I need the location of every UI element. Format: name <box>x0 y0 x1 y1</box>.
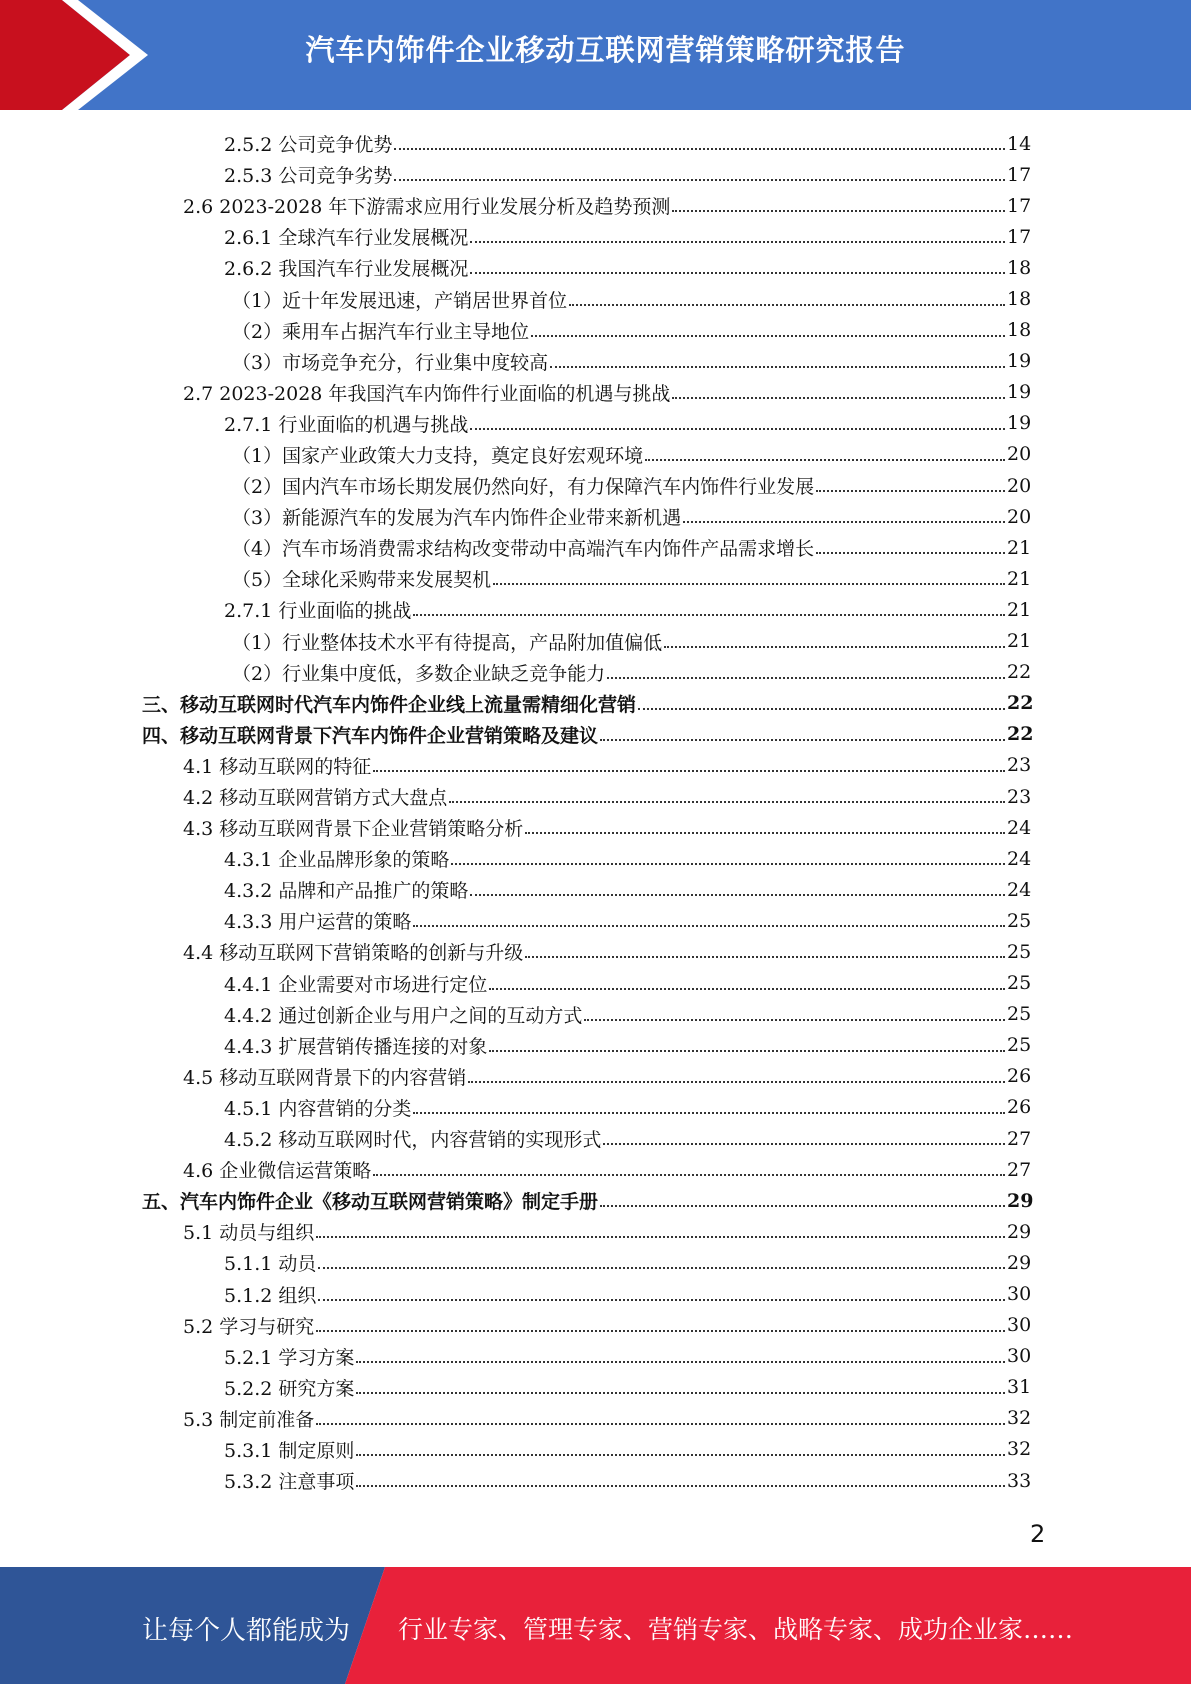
toc-entry-title: 4.4 移动互联网下营销策略的创新与升级 <box>183 942 524 965</box>
toc-entry[interactable] <box>0 221 1191 252</box>
toc-entry-title: 2.6.1 全球汽车行业发展概况 <box>224 227 469 250</box>
toc-entry-page: 25 <box>1007 972 1032 995</box>
toc-entry-page: 25 <box>1007 909 1032 932</box>
toc-dot-leader <box>413 924 1005 927</box>
toc-entry-page: 23 <box>1007 754 1032 777</box>
header-bar <box>0 0 1191 110</box>
toc-entry[interactable] <box>0 377 1191 408</box>
toc-entry-title: 4.4.3 扩展营销传播连接的对象 <box>224 1035 488 1058</box>
toc-entry[interactable] <box>0 1030 1191 1061</box>
toc-entry[interactable] <box>0 128 1191 159</box>
toc-entry[interactable] <box>0 439 1191 470</box>
toc-entry[interactable] <box>0 315 1191 346</box>
toc-entry-page: 20 <box>1007 474 1032 497</box>
toc-entry-title: 4.4.2 通过创新企业与用户之间的互动方式 <box>224 1004 583 1027</box>
toc-entry-title: （5）全球化采购带来发展契机 <box>232 569 492 592</box>
toc-dot-leader <box>356 1484 1005 1487</box>
toc-entry-title: 4.5 移动互联网背景下的内容营销 <box>183 1066 467 1089</box>
toc-entry-title: 2.5.2 公司竞争优势 <box>224 134 393 157</box>
toc-entry-page: 29 <box>1007 1220 1032 1243</box>
toc-entry[interactable] <box>0 750 1191 781</box>
toc-dot-leader <box>394 178 1005 181</box>
report-title: 汽车内饰件企业移动互联网营销策略研究报告 <box>305 33 906 67</box>
toc-entry-page: 21 <box>1007 567 1032 590</box>
toc-dot-leader <box>318 1298 1005 1301</box>
toc-entry-title: 5.1.2 组织 <box>224 1284 317 1307</box>
toc-entry-title: 2.7 2023-2028 年我国汽车内饰件行业面临的机遇与挑战 <box>183 382 671 405</box>
toc-entry[interactable] <box>0 1123 1191 1154</box>
toc-dot-leader <box>525 831 1005 834</box>
toc-entry-title: 2.5.3 公司竞争劣势 <box>224 165 393 188</box>
toc-entry-page: 30 <box>1007 1283 1032 1306</box>
toc-entry-page: 32 <box>1007 1438 1032 1461</box>
toc-entry-page: 23 <box>1007 785 1032 808</box>
toc-entry-title: （2）行业集中度低，多数企业缺乏竞争能力 <box>232 662 606 685</box>
toc-dot-leader <box>394 147 1005 150</box>
page-number: 2 <box>1030 1520 1046 1548</box>
toc-entry[interactable] <box>0 1278 1191 1309</box>
toc-entry-page: 17 <box>1007 194 1032 217</box>
toc-entry-title: 4.3.1 企业品牌形象的策略 <box>224 849 450 872</box>
toc-entry[interactable] <box>0 936 1191 967</box>
toc-entry-page: 22 <box>1007 723 1034 746</box>
toc-dot-leader <box>638 707 1005 710</box>
toc-entry-page: 19 <box>1007 412 1032 435</box>
toc-entry-page: 20 <box>1007 443 1032 466</box>
toc-dot-leader <box>607 676 1005 679</box>
toc-entry[interactable] <box>0 346 1191 377</box>
toc-entry[interactable] <box>0 999 1191 1030</box>
toc-entry-title: （1）近十年发展迅速，产销居世界首位 <box>232 289 568 312</box>
toc-dot-leader <box>316 1422 1005 1425</box>
toc-dot-leader <box>683 520 1005 523</box>
toc-dot-leader <box>316 1329 1005 1332</box>
toc-dot-leader <box>664 645 1005 648</box>
toc-entry-page: 27 <box>1007 1158 1032 1181</box>
toc-dot-leader <box>413 613 1005 616</box>
toc-entry[interactable] <box>0 968 1191 999</box>
toc-entry[interactable] <box>0 1185 1191 1216</box>
toc-entry-page: 17 <box>1007 163 1032 186</box>
toc-entry[interactable] <box>0 1061 1191 1092</box>
toc-entry-title: （2）乘用车占据汽车行业主导地位 <box>232 320 530 343</box>
toc-entry-page: 22 <box>1007 661 1032 684</box>
toc-entry[interactable] <box>0 1372 1191 1403</box>
toc-entry[interactable] <box>0 905 1191 936</box>
toc-entry-page: 22 <box>1007 692 1034 715</box>
toc-entry-title: 5.3.2 注意事项 <box>224 1471 355 1494</box>
toc-entry-page: 21 <box>1007 536 1032 559</box>
toc-entry-title: （1）国家产业政策大力支持，奠定良好宏观环境 <box>232 444 644 467</box>
toc-entry-page: 26 <box>1007 1065 1032 1088</box>
toc-entry-page: 19 <box>1007 350 1032 373</box>
toc-entry-title: 4.3.2 品牌和产品推广的策略 <box>224 880 469 903</box>
toc-entry-page: 29 <box>1007 1251 1032 1274</box>
toc-dot-leader <box>531 334 1005 337</box>
toc-entry[interactable] <box>0 1247 1191 1278</box>
toc-dot-leader <box>603 1142 1005 1145</box>
toc-dot-leader <box>816 551 1005 554</box>
toc-entry-page: 18 <box>1007 256 1032 279</box>
toc-dot-leader <box>470 240 1005 243</box>
toc-entry-page: 25 <box>1007 1003 1032 1026</box>
toc-dot-leader <box>489 1049 1005 1052</box>
toc-dot-leader <box>470 271 1005 274</box>
toc-entry-page: 30 <box>1007 1314 1032 1337</box>
toc-entry-title: （1）行业整体技术水平有待提高，产品附加值偏低 <box>232 631 663 654</box>
toc-entry[interactable] <box>0 563 1191 594</box>
toc-entry-title: 2.6 2023-2028 年下游需求应用行业发展分析及趋势预测 <box>183 196 671 219</box>
toc-entry[interactable] <box>0 874 1191 905</box>
toc-dot-leader <box>584 1018 1005 1021</box>
toc-dot-leader <box>489 987 1005 990</box>
toc-entry-page: 14 <box>1007 132 1032 155</box>
toc-dot-leader <box>470 893 1005 896</box>
toc-entry-title: （3）新能源汽车的发展为汽车内饰件企业带来新机遇 <box>232 507 682 530</box>
toc-entry-page: 27 <box>1007 1127 1032 1150</box>
toc-dot-leader <box>468 1080 1005 1083</box>
toc-entry-page: 24 <box>1007 847 1032 870</box>
toc-entry[interactable] <box>0 626 1191 657</box>
toc-entry-page: 24 <box>1007 816 1032 839</box>
toc-entry-page: 17 <box>1007 225 1032 248</box>
toc-entry[interactable] <box>0 657 1191 688</box>
toc-entry-title: 4.1 移动互联网的特征 <box>183 755 372 778</box>
toc-entry-title: （2）国内汽车市场长期发展仍然向好，有力保障汽车内饰件行业发展 <box>232 476 815 499</box>
toc-entry[interactable] <box>0 1310 1191 1341</box>
toc-entry[interactable] <box>0 252 1191 283</box>
toc-entry[interactable] <box>0 1154 1191 1185</box>
toc-entry-page: 29 <box>1007 1189 1034 1212</box>
toc-entry-title: 4.5.2 移动互联网时代，内容营销的实现形式 <box>224 1129 602 1152</box>
toc-entry[interactable] <box>0 688 1191 719</box>
toc-entry-title: 5.1 动员与组织 <box>183 1222 315 1245</box>
toc-entry-page: 18 <box>1007 319 1032 342</box>
toc-entry[interactable] <box>0 594 1191 625</box>
toc-entry-page: 21 <box>1007 630 1032 653</box>
toc-entry-title: 四、移动互联网背景下汽车内饰件企业营销策略及建议 <box>142 724 599 747</box>
toc-dot-leader <box>318 1266 1005 1269</box>
toc-entry-page: 25 <box>1007 1034 1032 1057</box>
toc-dot-leader <box>451 862 1005 865</box>
toc-entry-page: 19 <box>1007 381 1032 404</box>
toc-entry[interactable] <box>0 812 1191 843</box>
toc-entry-title: 2.7.1 行业面临的挑战 <box>224 600 412 623</box>
toc-entry-title: 4.2 移动互联网营销方式大盘点 <box>183 787 448 810</box>
toc-entry-page: 26 <box>1007 1096 1032 1119</box>
toc-dot-leader <box>645 458 1005 461</box>
toc-entry-title: 五、汽车内饰件企业《移动互联网营销策略》制定手册 <box>142 1191 599 1214</box>
toc-entry[interactable] <box>0 1216 1191 1247</box>
toc-dot-leader <box>672 209 1005 212</box>
toc-entry-title: （3）市场竞争充分，行业集中度较高 <box>232 351 549 374</box>
toc-entry-page: 21 <box>1007 598 1032 621</box>
toc-entry[interactable] <box>0 532 1191 563</box>
toc-dot-leader <box>356 1453 1005 1456</box>
toc-entry[interactable] <box>0 843 1191 874</box>
toc-dot-leader <box>449 800 1005 803</box>
toc-dot-leader <box>356 1360 1005 1363</box>
toc-entry-title: 5.2.1 学习方案 <box>224 1346 355 1369</box>
toc-dot-leader <box>493 582 1005 585</box>
toc-entry-title: 4.3.3 用户运营的策略 <box>224 911 412 934</box>
toc-entry[interactable] <box>0 1434 1191 1465</box>
table-of-contents <box>0 128 1191 1496</box>
toc-entry-title: 4.6 企业微信运营策略 <box>183 1160 372 1183</box>
toc-entry-page: 33 <box>1007 1469 1032 1492</box>
toc-entry[interactable] <box>0 1465 1191 1496</box>
toc-dot-leader <box>525 955 1005 958</box>
toc-entry-title: 三、移动互联网时代汽车内饰件企业线上流量需精细化营销 <box>142 693 637 716</box>
toc-entry-title: 5.3 制定前准备 <box>183 1408 315 1431</box>
toc-dot-leader <box>356 1391 1005 1394</box>
toc-entry[interactable] <box>0 1341 1191 1372</box>
toc-entry[interactable] <box>0 470 1191 501</box>
toc-entry-page: 20 <box>1007 505 1032 528</box>
toc-entry-page: 32 <box>1007 1407 1032 1430</box>
toc-dot-leader <box>413 1111 1005 1114</box>
toc-entry-title: 4.4.1 企业需要对市场进行定位 <box>224 973 488 996</box>
toc-entry[interactable] <box>0 1092 1191 1123</box>
footer-slogan-left: 让每个人都能成为 <box>142 1616 351 1646</box>
toc-entry-title: 5.3.1 制定原则 <box>224 1439 355 1462</box>
toc-entry-page: 30 <box>1007 1345 1032 1368</box>
footer-slogan-right: 行业专家、管理专家、营销专家、战略专家、成功企业家…… <box>398 1615 1074 1644</box>
toc-entry-page: 18 <box>1007 288 1032 311</box>
toc-entry-title: 5.2.2 研究方案 <box>224 1377 355 1400</box>
toc-entry-title: （4）汽车市场消费需求结构改变带动中高端汽车内饰件产品需求增长 <box>232 538 815 561</box>
toc-entry-title: 5.2 学习与研究 <box>183 1315 315 1338</box>
toc-entry[interactable] <box>0 190 1191 221</box>
toc-entry-page: 31 <box>1007 1376 1032 1399</box>
toc-dot-leader <box>550 365 1005 368</box>
toc-entry[interactable] <box>0 781 1191 812</box>
footer-bar <box>0 1567 1191 1684</box>
toc-dot-leader <box>600 1204 1005 1207</box>
toc-entry-title: 5.1.1 动员 <box>224 1253 317 1276</box>
toc-entry[interactable] <box>0 1403 1191 1434</box>
toc-dot-leader <box>470 427 1005 430</box>
toc-entry-title: 2.7.1 行业面临的机遇与挑战 <box>224 413 469 436</box>
toc-entry-title: 4.3 移动互联网背景下企业营销策略分析 <box>183 818 524 841</box>
toc-entry[interactable] <box>0 501 1191 532</box>
toc-dot-leader <box>600 738 1005 741</box>
toc-entry-page: 25 <box>1007 940 1032 963</box>
toc-entry[interactable] <box>0 283 1191 314</box>
toc-dot-leader <box>672 396 1005 399</box>
toc-entry-title: 2.6.2 我国汽车行业发展概况 <box>224 258 469 281</box>
toc-entry-title: 4.5.1 内容营销的分类 <box>224 1097 412 1120</box>
toc-dot-leader <box>373 1173 1005 1176</box>
toc-entry[interactable] <box>0 159 1191 190</box>
toc-entry[interactable] <box>0 719 1191 750</box>
toc-dot-leader <box>316 1235 1005 1238</box>
toc-entry-page: 24 <box>1007 878 1032 901</box>
toc-dot-leader <box>816 489 1005 492</box>
toc-dot-leader <box>569 303 1005 306</box>
toc-entry[interactable] <box>0 408 1191 439</box>
toc-dot-leader <box>373 769 1005 772</box>
